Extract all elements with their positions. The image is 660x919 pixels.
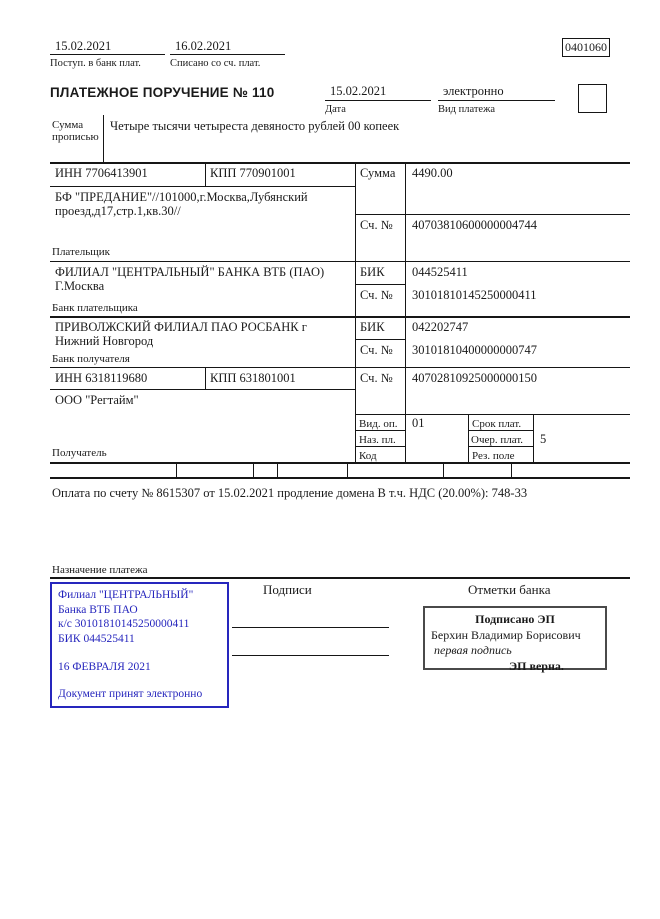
ep-signature-note: первая подпись [434, 643, 512, 658]
op-kind-label: Вид. оп. [359, 418, 398, 430]
table-line [511, 462, 512, 478]
ep-title: Подписано ЭП [475, 612, 555, 626]
table-line [50, 462, 630, 464]
bank-marks-label: Отметки банка [468, 582, 551, 597]
table-line [50, 477, 630, 479]
payer-bank-name: ФИЛИАЛ "ЦЕНТРАЛЬНЫЙ" БАНКА ВТБ (ПАО) Г.Москва [55, 265, 325, 294]
table-line [355, 162, 356, 463]
purpose-code-label: Наз. пл. [359, 434, 396, 446]
amount-words-divider [103, 115, 104, 162]
payer-inn: ИНН 7706413901 [55, 166, 148, 180]
table-line [355, 284, 405, 285]
signatures-label: Подписи [263, 582, 312, 597]
payer-bank-account-value: 30101810145250000411 [412, 288, 537, 302]
table-line [50, 162, 630, 164]
table-line [205, 367, 206, 390]
payer-kpp: КПП 770901001 [210, 166, 296, 180]
table-line [355, 430, 405, 431]
term-label: Срок плат. [472, 418, 522, 430]
debited-date-underline [170, 54, 285, 55]
amount-words-value: Четыре тысячи четыреста девяносто рублей 00 копеек [110, 119, 400, 133]
debited-date: 16.02.2021 [175, 39, 232, 53]
payee-inn: ИНН 6318119680 [55, 371, 148, 385]
payee-label: Получатель [52, 447, 107, 459]
table-line [50, 389, 355, 390]
payee-bank-bik-label: БИК [360, 320, 385, 334]
reserve-label: Рез. поле [472, 450, 515, 462]
amount-words-label: Сумма прописью [52, 119, 99, 144]
ep-verdict: ЭП верна. [509, 658, 564, 673]
payer-label: Плательщик [52, 246, 110, 258]
stamp-corr-account: к/с 30101810145250000411 [58, 618, 190, 631]
payee-kpp: КПП 631801001 [210, 371, 296, 385]
payer-bank-bik-value: 044525411 [412, 265, 468, 279]
payer-bank-bik-label: БИК [360, 265, 385, 279]
payer-bank-account-label: Сч. № [360, 288, 393, 302]
payer-bank-label: Банк плательщика [52, 302, 138, 314]
stamp-accepted-note: Документ принят электронно [58, 688, 203, 701]
document-title: ПЛАТЕЖНОЕ ПОРУЧЕНИЕ № 110 [50, 85, 275, 100]
table-line [468, 430, 533, 431]
payer-account-value: 40703810600000004744 [412, 218, 537, 232]
purpose-label: Назначение платежа [52, 564, 148, 576]
stamp-bank-name: Филиал "ЦЕНТРАЛЬНЫЙ" Банка ВТБ ПАО [58, 589, 194, 616]
payee-bank-name: ПРИВОЛЖСКИЙ ФИЛИАЛ ПАО РОСБАНК г Нижний Новгород [55, 320, 307, 349]
table-line [50, 367, 630, 368]
payee-bank-bik-value: 042202747 [412, 320, 469, 334]
code-label: Код [359, 450, 377, 462]
payee-account-label: Сч. № [360, 371, 393, 385]
table-line [443, 462, 444, 478]
payee-bank-label: Банк получателя [52, 353, 130, 365]
payer-name: БФ "ПРЕДАНИЕ"//101000,г.Москва,Лубянский проезд,д17,стр.1,кв.30// [55, 190, 308, 219]
electronic-signature-box [423, 606, 607, 673]
table-line [533, 414, 534, 463]
order-value: 5 [540, 432, 547, 446]
received-date: 15.02.2021 [55, 39, 112, 53]
table-line [355, 214, 630, 215]
amount-label: Сумма [360, 166, 396, 180]
received-date-label: Поступ. в банк плат. [50, 58, 141, 69]
ep-signer-name: Берхин Владимир Борисович [431, 627, 581, 642]
table-line [277, 462, 278, 478]
bank-stamp [50, 582, 229, 708]
table-line [468, 446, 533, 447]
amount-value: 4490.00 [412, 166, 453, 180]
table-line [205, 162, 206, 187]
table-line [347, 462, 348, 478]
table-line [176, 462, 177, 478]
table-line [50, 186, 355, 187]
stamp-date: 16 ФЕВРАЛЯ 2021 [58, 660, 151, 673]
order-label: Очер. плат. [471, 434, 524, 446]
table-line [468, 414, 469, 463]
payment-kind-underline [438, 100, 555, 101]
date-label: Дата [325, 104, 346, 115]
payee-bank-account-label: Сч. № [360, 343, 393, 357]
table-line [253, 462, 254, 478]
form-code-box: 0401060 [562, 38, 610, 57]
purpose-text: Оплата по счету № 8615307 от 15.02.2021 продление домена В т.ч. НДС (20.00%): 748-33 [52, 486, 528, 500]
payee-name: ООО "Регтайм" [55, 393, 139, 407]
table-line [50, 316, 630, 318]
table-line [50, 261, 630, 262]
signature-line [232, 655, 389, 656]
table-line [355, 414, 630, 415]
payment-kind-value: электронно [443, 84, 504, 98]
date-underline [325, 100, 431, 101]
received-date-underline [50, 54, 165, 55]
payer-account-label: Сч. № [360, 218, 393, 232]
status-checkbox [578, 84, 607, 113]
table-line [405, 162, 406, 463]
table-line [50, 577, 630, 579]
document-date: 15.02.2021 [330, 84, 387, 98]
stamp-bik: БИК 044525411 [58, 633, 135, 646]
op-kind-value: 01 [412, 416, 425, 430]
payment-kind-label: Вид платежа [438, 104, 496, 115]
table-line [355, 339, 405, 340]
table-line [355, 446, 405, 447]
payee-account-value: 40702810925000000150 [412, 371, 537, 385]
debited-date-label: Списано со сч. плат. [170, 58, 261, 69]
payee-bank-account-value: 30101810400000000747 [412, 343, 537, 357]
signature-line [232, 627, 389, 628]
